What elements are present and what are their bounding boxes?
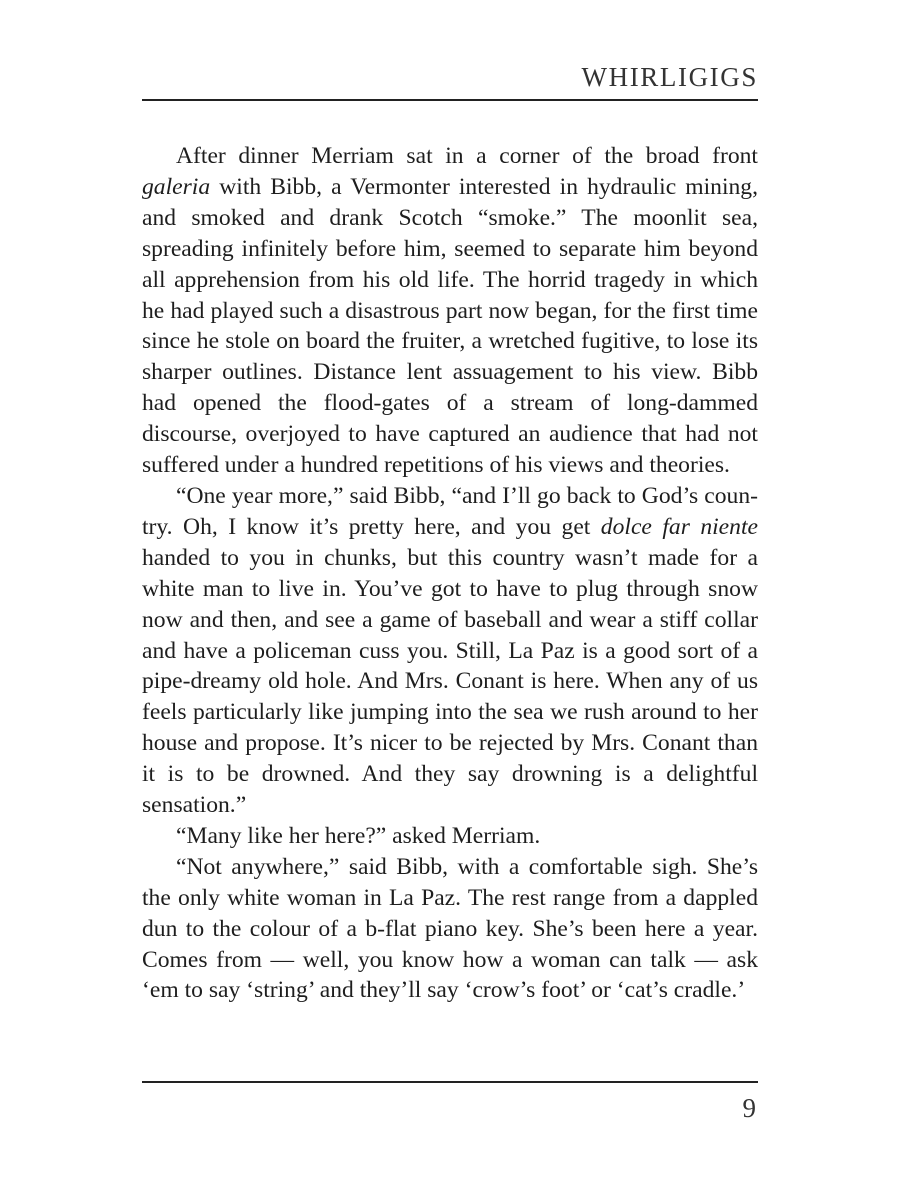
page-number: 9 — [742, 1093, 756, 1123]
paragraph-2-italic: dolce far niente — [600, 513, 758, 540]
footer-rule — [142, 1081, 758, 1083]
body-text — [142, 141, 758, 1006]
paragraph-1-text-a: After dinner Merriam sat in a corner of the broad front — [176, 143, 758, 169]
paragraph-2 — [142, 481, 758, 821]
paragraph-3 — [142, 821, 758, 852]
paragraph-1-text-b: with Bibb, a Vermonter interested in hydraulic mining, and smoked and drank Scotch “smoke.” The moonlit sea, spreading infinitely before him, seemed to separate him beyond all apprehension from his old life. The horrid tragedy in which he had played such a disastrous part now began, for the first time since he stole on board the fruiter, a wretched fugitive, to lose its sharper outlines. Distance lent assuagement to his view. Bibb had opened the flood-gates of a stream of long-dammed discourse, overjoyed to have captured an audience that had not suffered under a hundred repetitions of his views and theories. — [142, 173, 758, 479]
paragraph-1-italic: galeria — [142, 173, 211, 200]
header-rule — [142, 99, 758, 101]
paragraph-1 — [142, 141, 758, 481]
running-head: WHIRLIGIGS — [581, 62, 758, 92]
paragraph-2-text-a: “One year more,” said Bibb, “and I’ll go back to God’s country. Oh, I know it’s pretty here, and you get — [142, 482, 758, 540]
paragraph-2-text-b: handed to you in chunks, but this country wasn’t made for a white man to live in. You’ve got to have to plug through snow now and then, and see a game of baseball and wear a stiff collar and have a policeman cuss you. Still, La Paz is a good sort of a pipe-dreamy old hole. And Mrs. Conant is here. When any of us feels particularly like jumping into the sea we rush around to her house and propose. It’s nicer to be rejected by Mrs. Conant than it is to be drowned. And they say drowning is a delightful sensation.” — [142, 544, 758, 819]
paragraph-4-text: “Not anywhere,” said Bibb, with a comfortable sigh. She’s the only white woman in La Paz. The rest range from a dappled dun to the colour of a b-flat piano key. She’s been here a year. Comes from — well, you know how a woman can talk — ask ‘em to say ‘string’ and they’ll say ‘crow’s foot’ or ‘cat’s cradle.’ — [142, 853, 758, 1004]
book-page — [142, 0, 760, 1200]
paragraph-4 — [142, 852, 758, 1007]
paragraph-3-text: “Many like her here?” asked Merriam. — [176, 822, 541, 849]
